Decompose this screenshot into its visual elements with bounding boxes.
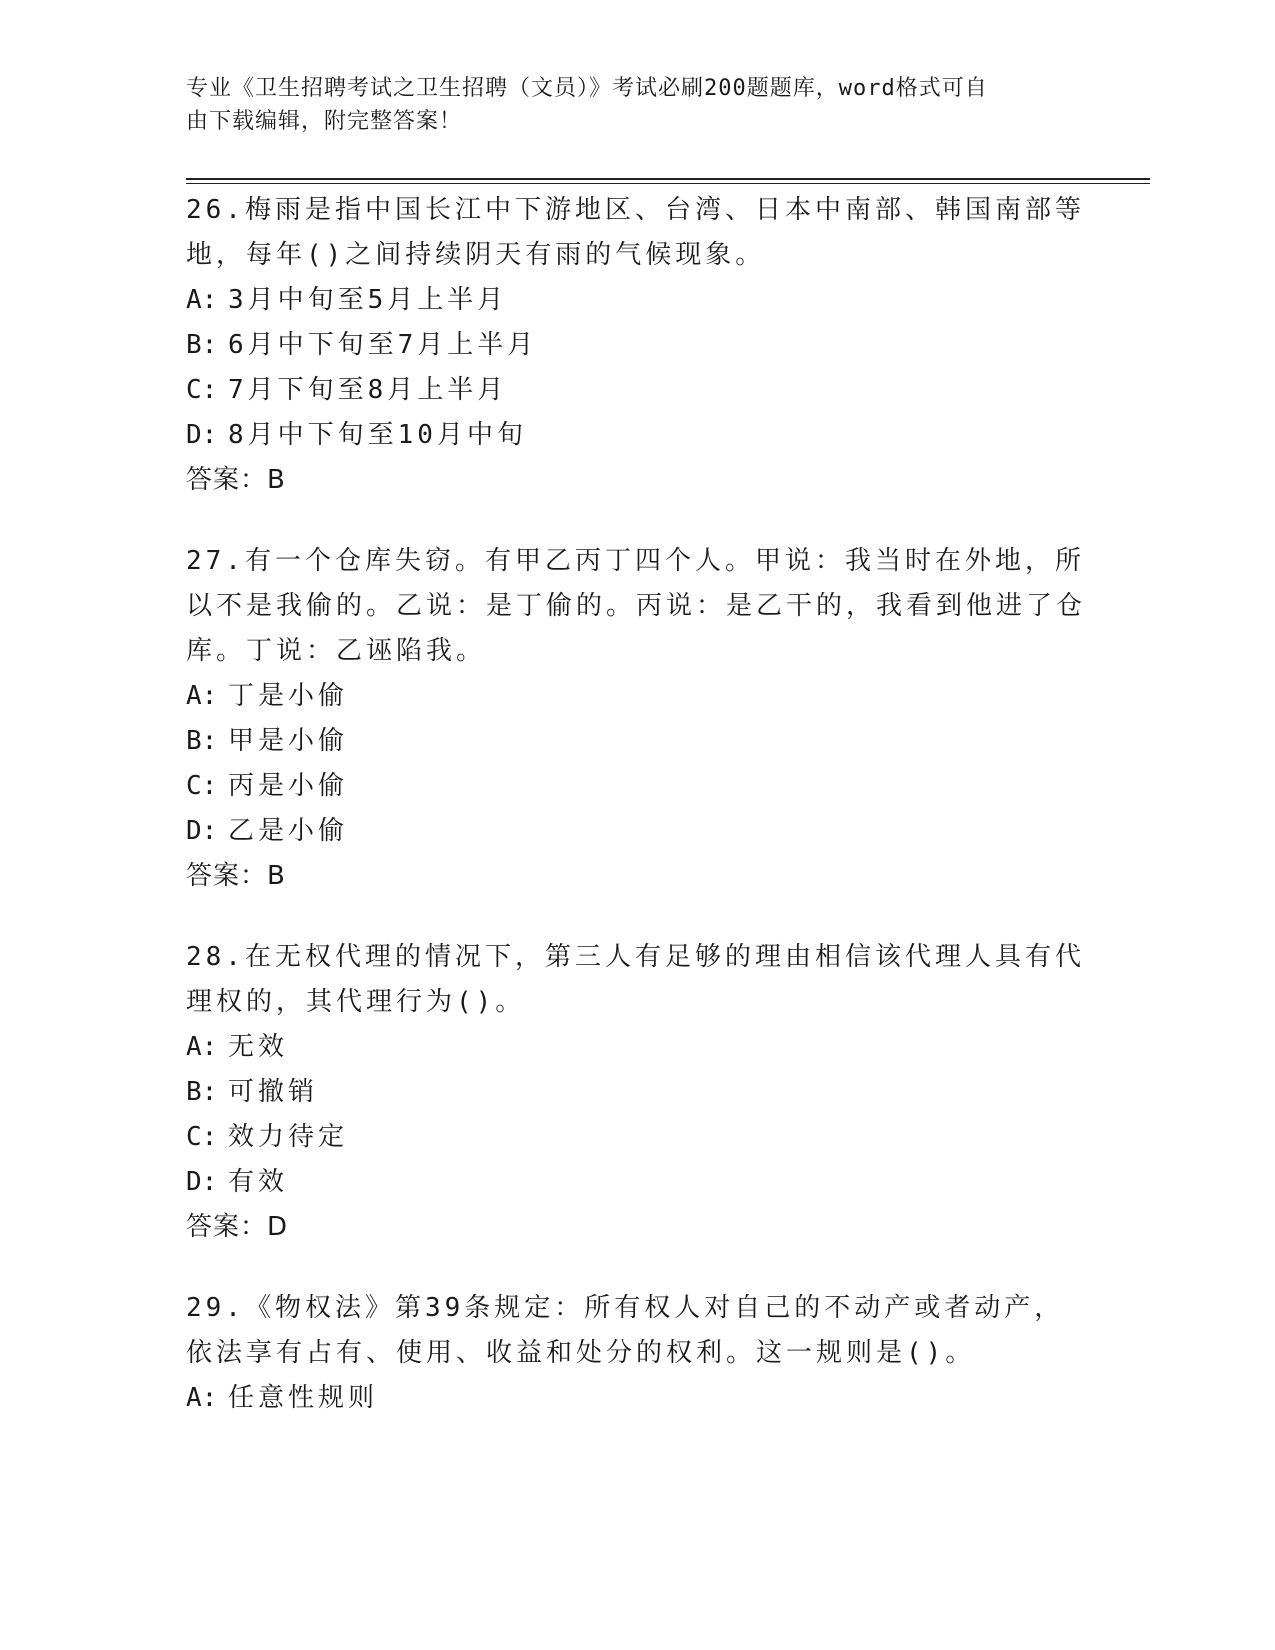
option-key: D: (186, 816, 218, 846)
option-key: A: (186, 285, 218, 315)
option-key: D: (186, 420, 218, 450)
option-key: C: (186, 375, 218, 405)
option-text: 效力待定 (228, 1122, 349, 1152)
option-key: B: (186, 726, 218, 756)
question-list (186, 188, 1086, 1457)
question-stem: 26.梅雨是指中国长江中下游地区、台湾、日本中南部、韩国南部等地，每年()之间持续阴天有雨的气候现象。 (186, 195, 1085, 270)
option-key: B: (186, 1077, 218, 1107)
option-c (186, 1115, 1086, 1160)
option-a (186, 1025, 1086, 1070)
option-text: 8月中下旬至10月中旬 (228, 420, 527, 450)
document-header (186, 72, 1086, 138)
answer-line (186, 1205, 1086, 1250)
option-b (186, 719, 1086, 764)
answer-value: D (267, 1212, 289, 1242)
question-stem: 27.有一个仓库失窃。有甲乙丙丁四个人。甲说：我当时在外地，所以不是我偷的。乙说：是丁偷的。丙说：是乙干的，我看到他进了仓库。丁说：乙诬陷我。 (186, 546, 1087, 666)
option-text: 无效 (228, 1032, 289, 1062)
option-b (186, 1070, 1086, 1115)
answer-label: 答案： (186, 861, 268, 891)
option-text: 丁是小偷 (228, 681, 349, 711)
answer-line (186, 854, 1086, 899)
header-title-line2: 由下载编辑，附完整答案！ (186, 109, 463, 134)
option-d (186, 413, 1086, 458)
answer-value: B (267, 861, 286, 891)
option-a (186, 674, 1086, 719)
option-key: B: (186, 330, 218, 360)
option-text: 6月中下旬至7月上半月 (228, 330, 538, 360)
answer-value: B (267, 465, 286, 495)
option-c (186, 764, 1086, 809)
option-text: 任意性规则 (228, 1383, 379, 1413)
option-key: C: (186, 771, 218, 801)
option-key: A: (186, 1032, 218, 1062)
header-divider-thick (186, 178, 1150, 180)
option-d (186, 1160, 1086, 1205)
option-key: C: (186, 1122, 218, 1152)
option-text: 7月下旬至8月上半月 (228, 375, 508, 405)
option-text: 有效 (228, 1167, 289, 1197)
option-key: D: (186, 1167, 218, 1197)
option-key: A: (186, 1383, 218, 1413)
option-a (186, 1376, 1086, 1421)
answer-label: 答案： (186, 465, 268, 495)
question-28 (186, 935, 1086, 1250)
header-divider-thin (186, 183, 1150, 184)
option-b (186, 323, 1086, 368)
option-text: 3月中旬至5月上半月 (228, 285, 508, 315)
option-key: A: (186, 681, 218, 711)
question-27 (186, 539, 1086, 899)
question-26 (186, 188, 1086, 503)
answer-line (186, 458, 1086, 503)
option-text: 乙是小偷 (228, 816, 349, 846)
question-stem: 29.《物权法》第39条规定：所有权人对自己的不动产或者动产，依法享有占有、使用、收益和处分的权利。这一规则是()。 (186, 1293, 1065, 1368)
question-stem: 28.在无权代理的情况下，第三人有足够的理由相信该代理人具有代理权的，其代理行为()。 (186, 942, 1085, 1017)
question-29 (186, 1286, 1086, 1421)
option-text: 丙是小偷 (228, 771, 349, 801)
option-a (186, 278, 1086, 323)
answer-label: 答案： (186, 1212, 268, 1242)
option-text: 甲是小偷 (228, 726, 349, 756)
option-d (186, 809, 1086, 854)
header-title-line1: 专业《卫生招聘考试之卫生招聘（文员）》考试必刷200题题库，word格式可自 (186, 76, 988, 101)
option-c (186, 368, 1086, 413)
option-text: 可撤销 (228, 1077, 319, 1107)
